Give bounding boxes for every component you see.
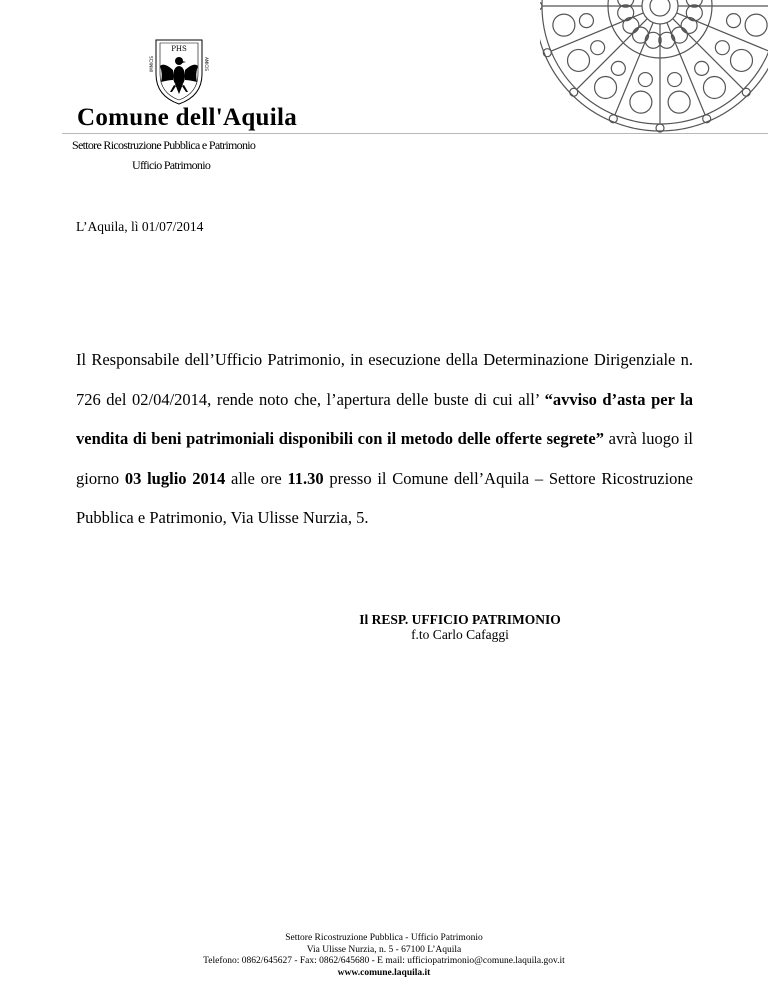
crest-motto-right: AMICIS: [204, 57, 209, 71]
signature-title: Il RESP. UFFICIO PATRIMONIO: [359, 612, 561, 627]
municipality-title: Comune dell'Aquila: [77, 104, 298, 131]
opening-time: 11.30: [287, 468, 324, 488]
crest-motto-left: IMMICIS: [149, 56, 154, 72]
body-text-part4: presso il Comune dell’Aquila – Settore Ricostruzione Pubblica e Patrimonio, Via Ulisse Nurzia, 5.: [76, 468, 693, 527]
header-divider: [62, 133, 768, 134]
auction-title: “avviso d’asta per la vendita di beni patrimoniali disponibili con il metodo delle offerte segrete”: [76, 389, 693, 448]
footer-contacts: Telefono: 0862/645627 - Fax: 0862/645680 - E mail: ufficiopatrimonio@comune.laquila.gov.it: [203, 956, 565, 966]
body-text-part2: avrà luogo il giorno: [76, 429, 693, 488]
department-name: Settore Ricostruzione Pubblica e Patrimonio: [72, 138, 256, 152]
signature-name: f.to Carlo Cafaggi: [411, 627, 509, 642]
document-date: L’Aquila, lì 01/07/2014: [76, 219, 204, 234]
crest-letters: PHS: [171, 45, 187, 53]
opening-date: 03 luglio 2014: [124, 468, 226, 488]
body-text-part1: Il Responsabile dell’Ufficio Patrimonio, in esecuzione della Determinazione Dirigenziale n. 726 del 02/04/2014, rende noto che, l’apertura delle buste di cui all’: [76, 350, 693, 409]
eagle-crest-icon: [142, 34, 216, 108]
body-text-part3: alle ore: [225, 468, 288, 488]
footer-address: Via Ulisse Nurzia, n. 5 - 67100 L’Aquila: [306, 944, 462, 955]
notice-body: [76, 340, 693, 538]
footer-website: www.comune.laquila.it: [337, 967, 431, 978]
page-footer: [0, 933, 768, 979]
footer-office: Settore Ricostruzione Pubblica - Ufficio Patrimonio: [285, 933, 483, 943]
rose-window-icon: [540, 0, 768, 146]
office-name: Ufficio Patrimonio: [132, 158, 211, 172]
